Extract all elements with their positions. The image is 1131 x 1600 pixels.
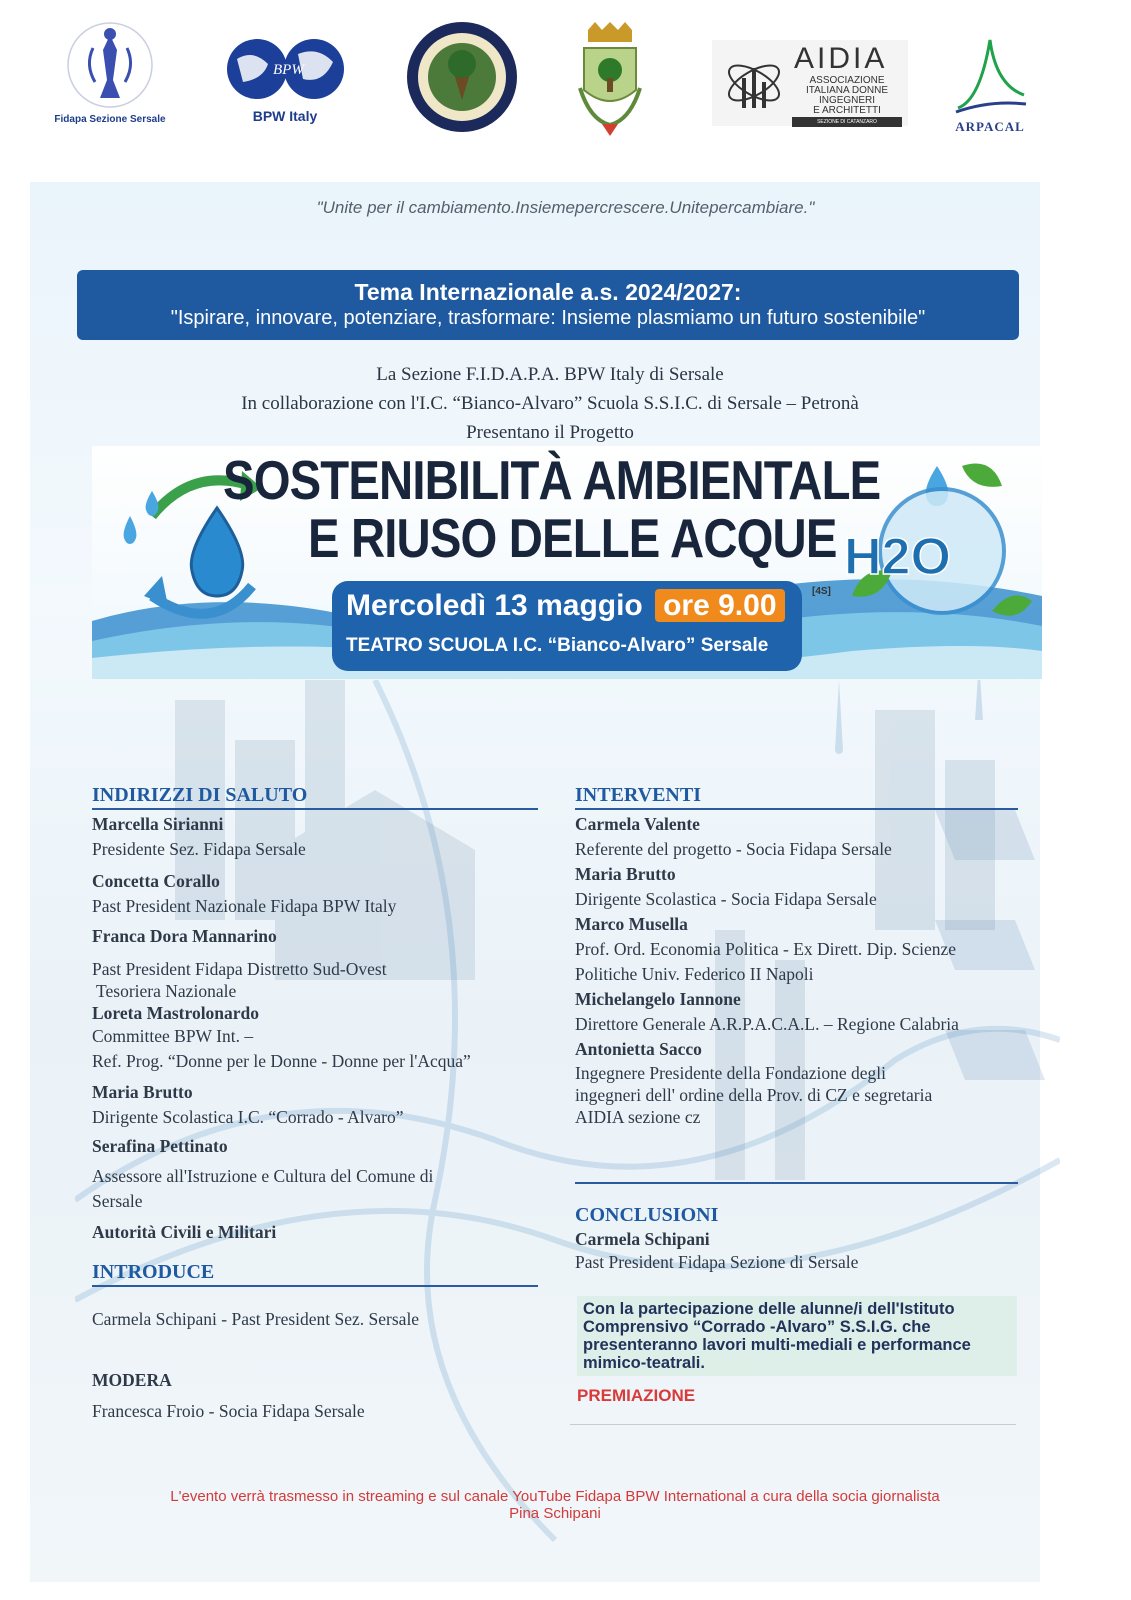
interventi-line-2: Referente del progetto - Socia Fidapa Sersale: [575, 839, 892, 859]
conclusioni-line-1: Carmela Schipani: [575, 1229, 710, 1249]
saluti-line-11: Maria Brutto: [92, 1082, 193, 1102]
arpacal-caption: ARPACAL: [955, 119, 1025, 134]
banner-tag: [4S]: [812, 586, 831, 597]
intro-line-3: Presentano il Progetto: [466, 422, 634, 443]
fidapa-logo: [50, 20, 170, 125]
saluti-line-10: Ref. Prog. “Donne per le Donne - Donne per l'Acqua”: [92, 1051, 471, 1071]
partecipazione-note: Con la partecipazione delle alunne/i dell'Istituto Comprensivo “Corrado -Alvaro” S.S.I.G. che presenteranno lavori multi-mediali e performance mimico-teatrali.: [577, 1296, 1017, 1376]
saluti-line-16: Autorità Civili e Militari: [92, 1222, 277, 1242]
interventi-line-4: Dirigente Scolastica - Socia Fidapa Sersale: [575, 889, 877, 909]
introduce-line: Carmela Schipani - Past President Sez. Sersale: [92, 1309, 420, 1329]
comune-crest: [565, 20, 655, 138]
modera-line: Francesca Froio - Socia Fidapa Sersale: [92, 1401, 365, 1421]
aidia-line5: SEZIONE DI CATANZARO: [792, 117, 902, 127]
left-column: [92, 784, 538, 1422]
saluti-heading: INDIRIZZI DI SALUTO: [92, 784, 538, 810]
interventi-line-1: Carmela Valente: [575, 814, 700, 834]
saluti-line-7: Tesoriera Nazionale: [92, 981, 237, 1001]
aidia-line4: E ARCHITETTI: [813, 105, 881, 116]
banner-time: ore 9.00: [655, 589, 784, 622]
banner-venue: TEATRO SCUOLA I.C. “Bianco-Alvaro” Sersale: [346, 635, 769, 656]
aidia-subtitle: [792, 76, 902, 127]
interventi-line-9: Direttore Generale A.R.P.A.C.A.L. – Regione Calabria: [575, 1014, 959, 1034]
conclusioni-line-2: Past President Fidapa Sezione di Sersale: [575, 1252, 859, 1272]
aidia-title: AIDIA: [794, 42, 888, 75]
theme-subtitle: "Ispirare, innovare, potenziare, trasformare: Insieme plasmiamo un futuro sostenibile": [170, 307, 926, 329]
aidia-line1: ASSOCIAZIONE: [809, 75, 885, 86]
introduce-heading: INTRODUCE: [92, 1261, 538, 1287]
interventi-line-8: Michelangelo Iannone: [575, 989, 741, 1009]
banner-date-box: [332, 581, 802, 671]
conclusioni-heading: CONCLUSIONI: [575, 1204, 719, 1226]
intro-text: [0, 360, 1100, 447]
interventi-line-7: Politiche Univ. Federico II Napoli: [575, 964, 814, 984]
saluti-line-5: Franca Dora Mannarino: [92, 926, 277, 946]
interventi-line-5: Marco Musella: [575, 914, 688, 934]
interventi-line-6: Prof. Ord. Economia Politica - Ex Dirett. Dip. Scienze: [575, 939, 957, 959]
interventi-line-3: Maria Brutto: [575, 864, 676, 884]
saluti-line-15: Sersale: [92, 1191, 143, 1211]
saluti-line-9: Committee BPW Int. –: [92, 1026, 254, 1046]
fidapa-caption: Fidapa Sezione Sersale: [54, 114, 166, 125]
bpw-globe-text: BPW: [272, 62, 304, 78]
theme-box: [77, 270, 1019, 340]
footer-line-2: Pina Schipani: [509, 1505, 601, 1522]
saluti-line-3: Concetta Corallo: [92, 871, 220, 891]
saluti-line-4: Past President Nazionale Fidapa BPW Italy: [92, 896, 397, 916]
saluti-line-13: Serafina Pettinato: [92, 1136, 228, 1156]
intro-line-2: In collaborazione con l'I.C. “Bianco-Alvaro” Scuola S.S.I.C. di Sersale – Petronà: [241, 393, 859, 414]
interventi-list: [575, 812, 1018, 1128]
bpw-globe-icon: [223, 34, 348, 104]
banner-date: Mercoledì 13 maggio: [346, 589, 643, 622]
conclusioni-divider: [575, 1182, 1018, 1184]
interventi-line-11: Ingegnere Presidente della Fondazione degli: [575, 1063, 887, 1083]
saluti-line-12: Dirigente Scolastica I.C. “Corrado - Alvaro”: [92, 1107, 404, 1127]
saluti-line-2: Presidente Sez. Fidapa Sersale: [92, 839, 306, 859]
interventi-line-10: Antonietta Sacco: [575, 1039, 702, 1059]
banner-title-line1: SOSTENIBILITÀ AMBIENTALE: [223, 449, 881, 511]
banner-date-line: [346, 589, 785, 623]
saluti-list: [92, 812, 538, 1245]
banner-title-line2: E RIUSO DELLE ACQUE: [308, 507, 837, 569]
saluti-line-1: Marcella Sirianni: [92, 814, 224, 834]
fidapa-emblem-icon: [65, 20, 155, 110]
istituto-seal-icon: [405, 20, 520, 135]
arpacal-logo: [930, 20, 1050, 135]
streaming-footer: [80, 1488, 1030, 1522]
motto: "Unite per il cambiamento.Insiemepercrescere.Unitepercambiare.": [316, 198, 815, 217]
interventi-heading: INTERVENTI: [575, 784, 1018, 810]
logo-bar: [50, 20, 1050, 150]
right-column: [575, 784, 1018, 1273]
aidia-logo: [710, 20, 910, 126]
aidia-atom-icon: [722, 48, 786, 118]
theme-title: Tema Internazionale a.s. 2024/2027:: [354, 279, 742, 305]
aidia-panel: [712, 40, 908, 126]
h2o-label: H2O: [844, 528, 951, 586]
premiazione-label: PREMIAZIONE: [577, 1386, 696, 1405]
saluti-line-14: Assessore all'Istruzione e Cultura del Comune di: [92, 1166, 434, 1186]
saluti-line-8: Loreta Mastrolonardo: [92, 1003, 260, 1023]
interventi-line-12: ingegneri dell' ordine della Prov. di CZ e segretaria: [575, 1085, 933, 1105]
bpw-logo: [220, 20, 350, 124]
project-banner: [92, 446, 1042, 679]
comune-crest-icon: [570, 20, 650, 138]
bottom-divider: [570, 1424, 1016, 1425]
arpacal-peak-icon: [950, 30, 1030, 115]
aidia-line3: INGEGNERI: [818, 95, 876, 106]
aidia-line2: ITALIANA DONNE: [805, 85, 889, 96]
bpw-caption: BPW Italy: [252, 108, 318, 124]
interventi-line-13: AIDIA sezione cz: [575, 1107, 701, 1127]
modera-heading: MODERA: [92, 1370, 172, 1390]
footer-line-1: L'evento verrà trasmesso in streaming e sul canale YouTube Fidapa BPW International a cura della socia giornalista: [170, 1488, 940, 1505]
istituto-seal: [402, 20, 522, 135]
intro-line-1: La Sezione F.I.D.A.P.A. BPW Italy di Sersale: [376, 364, 724, 385]
saluti-line-6: Past President Fidapa Distretto Sud-Ovest: [92, 959, 387, 979]
